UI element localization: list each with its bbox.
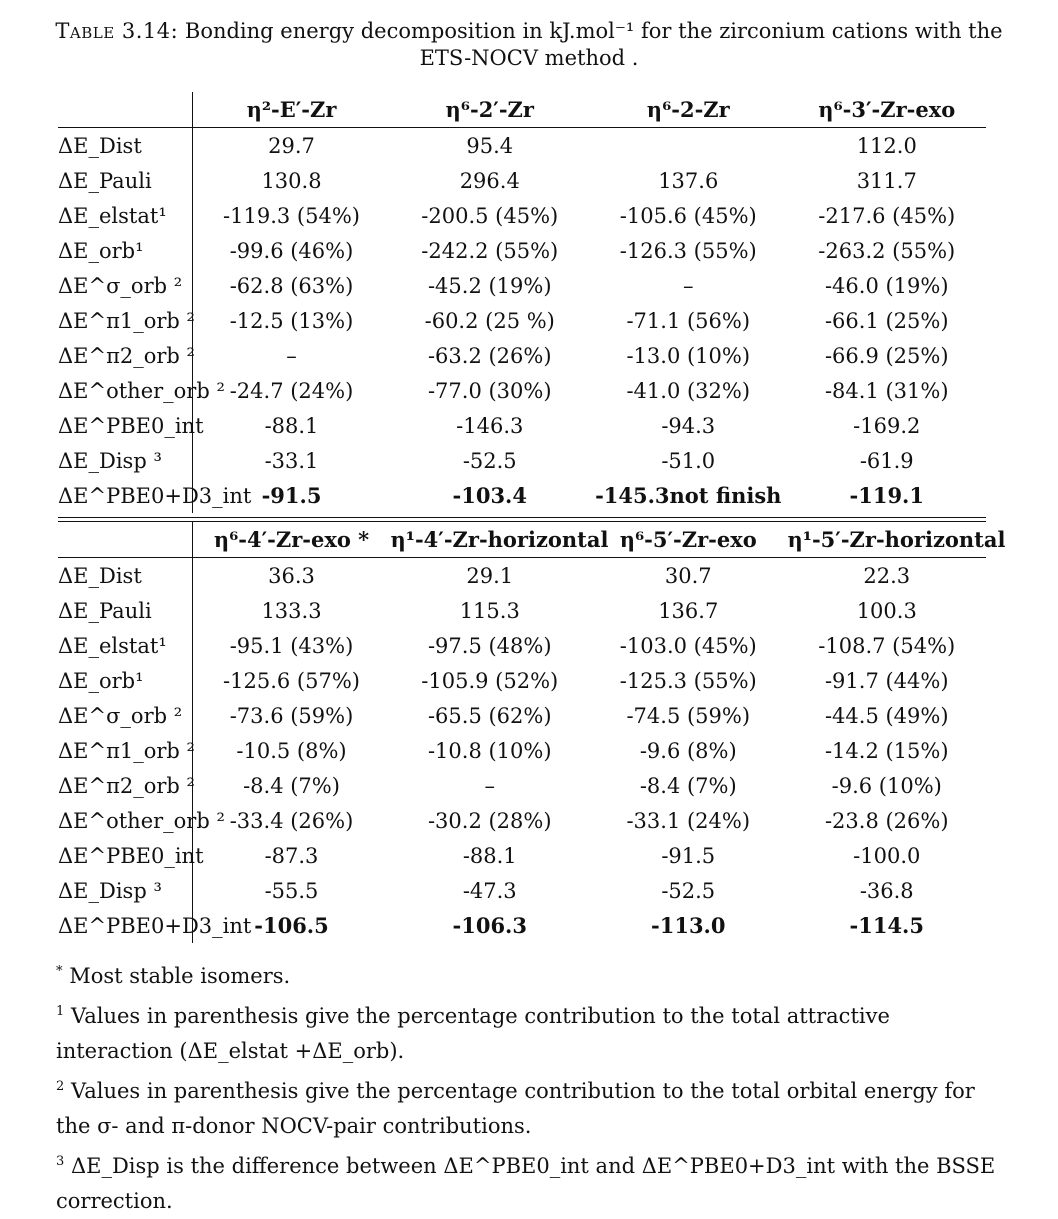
row-label: ΔE_Pauli bbox=[58, 163, 192, 198]
table-cell: 36.3 bbox=[268, 563, 315, 588]
table-cell: 29.7 bbox=[268, 133, 315, 158]
row-label: ΔE^other_orb ² bbox=[58, 803, 192, 838]
table-row bbox=[58, 268, 986, 303]
table-cell: -74.5 (59%) bbox=[626, 703, 751, 728]
table-header-row bbox=[58, 522, 986, 558]
table-row bbox=[58, 408, 986, 443]
footnote: $^2$ Values in parenthesis give the percentage contribution to the total orbital energy for the σ- and π-donor NOCV-pair contributions. bbox=[56, 1079, 975, 1138]
table-cell: -9.6 (8%) bbox=[639, 738, 737, 763]
table-cell: -169.2 bbox=[853, 413, 921, 438]
energy-table-upper bbox=[58, 92, 986, 513]
table-cell: 22.3 bbox=[863, 563, 911, 588]
table-cell: -66.9 (25%) bbox=[824, 343, 949, 368]
table-cell: 95.4 bbox=[466, 133, 514, 158]
table-cell: -88.1 bbox=[264, 413, 319, 438]
table-cell: -114.5 bbox=[849, 913, 924, 938]
table-cell: -63.2 (26%) bbox=[427, 343, 552, 368]
table-cell: -100.0 bbox=[853, 843, 921, 868]
table-header-row bbox=[58, 92, 986, 128]
table-cell: -146.3 bbox=[456, 413, 524, 438]
table-body bbox=[58, 558, 986, 944]
table-row bbox=[58, 558, 986, 594]
table-cell: – bbox=[484, 773, 495, 798]
table-cell: -119.3 (54%) bbox=[223, 203, 360, 228]
table-cell: -33.1 (24%) bbox=[626, 808, 751, 833]
table-cell: -30.2 (28%) bbox=[427, 808, 552, 833]
row-label: ΔE^π2_orb ² bbox=[58, 338, 192, 373]
table-cell: -71.1 (56%) bbox=[626, 308, 751, 333]
row-label: ΔE_elstat¹ bbox=[58, 628, 192, 663]
table-cell: -73.6 (59%) bbox=[229, 703, 354, 728]
table-cell: -106.5 bbox=[254, 913, 329, 938]
table-cell: -66.1 (25%) bbox=[824, 308, 949, 333]
table-cell: -44.5 (49%) bbox=[824, 703, 949, 728]
table-cell: -119.1 bbox=[849, 483, 924, 508]
table-row bbox=[58, 698, 986, 733]
footnote: $^3$ ΔE_Disp is the difference between ΔE^PBE0_int and ΔE^PBE0+D3_int with the BSSE correction. bbox=[56, 1154, 996, 1213]
table-cell: -24.7 (24%) bbox=[229, 378, 354, 403]
table-cell bbox=[589, 128, 788, 164]
table-row bbox=[58, 768, 986, 803]
row-label: ΔE_Disp ³ bbox=[58, 443, 192, 478]
table-cell: -91.5 bbox=[661, 843, 716, 868]
table-cell: -8.4 (7%) bbox=[639, 773, 737, 798]
table-cell: -97.5 (48%) bbox=[427, 633, 552, 658]
table-cell: -10.8 (10%) bbox=[427, 738, 552, 763]
table-cell: -126.3 (55%) bbox=[619, 238, 757, 263]
column-header: η⁶-4′-Zr-exo * bbox=[192, 522, 391, 558]
table-cell: -13.0 (10%) bbox=[626, 343, 751, 368]
header-corner bbox=[58, 522, 192, 558]
table-row bbox=[58, 163, 986, 198]
row-label: ΔE^PBE0_int bbox=[58, 408, 192, 443]
table-row bbox=[58, 873, 986, 908]
column-header: η⁶-5′-Zr-exo bbox=[589, 522, 788, 558]
table-cell: -23.8 (26%) bbox=[824, 808, 949, 833]
table-cell: -52.5 bbox=[661, 878, 716, 903]
table-cell: -61.9 bbox=[859, 448, 914, 473]
row-label: ΔE_orb¹ bbox=[58, 233, 192, 268]
row-label: ΔE^PBE0+D3_int bbox=[58, 478, 192, 513]
table-row bbox=[58, 373, 986, 408]
table-cell: 115.3 bbox=[459, 598, 520, 623]
column-header: η¹-5′-Zr-horizontal bbox=[788, 522, 987, 558]
table-cell: -103.0 (45%) bbox=[619, 633, 757, 658]
row-label: ΔE^σ_orb ² bbox=[58, 268, 192, 303]
table-footnotes bbox=[56, 954, 996, 1219]
table-cell: -84.1 (31%) bbox=[824, 378, 949, 403]
table-cell: -91.7 (44%) bbox=[824, 668, 949, 693]
table-cell: -8.4 (7%) bbox=[243, 773, 340, 798]
row-label: ΔE^other_orb ² bbox=[58, 373, 192, 408]
row-label: ΔE^π1_orb ² bbox=[58, 303, 192, 338]
table-cell: -14.2 (15%) bbox=[824, 738, 949, 763]
table-cell: -113.0 bbox=[651, 913, 726, 938]
table-row bbox=[58, 198, 986, 233]
table-cell: -55.5 bbox=[264, 878, 319, 903]
row-label: ΔE^σ_orb ² bbox=[58, 698, 192, 733]
table-cell: -87.3 bbox=[264, 843, 319, 868]
table-cell: -60.2 (25 %) bbox=[424, 308, 555, 333]
table-cell: -95.1 (43%) bbox=[229, 633, 354, 658]
table-row bbox=[58, 338, 986, 373]
caption-label: Table 3.14: bbox=[55, 19, 179, 43]
table-cell: -65.5 (62%) bbox=[427, 703, 552, 728]
table-cell: -125.6 (57%) bbox=[223, 668, 360, 693]
table-row bbox=[58, 838, 986, 873]
table-cell: 29.1 bbox=[466, 563, 514, 588]
table-cell: -47.3 bbox=[462, 878, 517, 903]
table-row bbox=[58, 478, 986, 513]
table-cell: -62.8 (63%) bbox=[229, 273, 354, 298]
table-cell: – bbox=[286, 343, 297, 368]
table-cell: -145.3not finish bbox=[595, 483, 782, 508]
table-cell: 30.7 bbox=[664, 563, 712, 588]
table-cell: -33.1 bbox=[264, 448, 319, 473]
table-cell: 296.4 bbox=[459, 168, 520, 193]
table-cell: -36.8 bbox=[859, 878, 914, 903]
table-cell: -52.5 bbox=[462, 448, 517, 473]
column-header: η¹-4′-Zr-horizontal bbox=[391, 522, 590, 558]
column-header: η⁶-2′-Zr bbox=[391, 92, 590, 128]
table-cell: -94.3 bbox=[661, 413, 716, 438]
table-cell: 100.3 bbox=[856, 598, 917, 623]
table-cell: -200.5 (45%) bbox=[421, 203, 559, 228]
column-header: η²-E′-Zr bbox=[192, 92, 391, 128]
row-label: ΔE_Disp ³ bbox=[58, 873, 192, 908]
table-cell: -91.5 bbox=[261, 483, 322, 508]
table-row bbox=[58, 908, 986, 943]
table-row bbox=[58, 233, 986, 268]
table-cell: 311.7 bbox=[856, 168, 917, 193]
table-cell: 130.8 bbox=[261, 168, 322, 193]
table-row bbox=[58, 628, 986, 663]
table-cell: -242.2 (55%) bbox=[421, 238, 559, 263]
row-label: ΔE^PBE0_int bbox=[58, 838, 192, 873]
row-label: ΔE_orb¹ bbox=[58, 663, 192, 698]
table-cell: 133.3 bbox=[261, 598, 322, 623]
table-cell: 137.6 bbox=[658, 168, 719, 193]
row-label: ΔE_Dist bbox=[58, 128, 192, 164]
row-label: ΔE_Pauli bbox=[58, 593, 192, 628]
energy-table-lower bbox=[58, 522, 1006, 943]
table-cell: -103.4 bbox=[452, 483, 527, 508]
table-cell: -105.9 (52%) bbox=[421, 668, 559, 693]
caption-text: Bonding energy decomposition in kJ.mol⁻¹ for the zirconium cations with the ETS-NOCV method . bbox=[184, 19, 1003, 70]
column-header: η⁶-3′-Zr-exo bbox=[788, 92, 987, 128]
table-cell: -46.0 (19%) bbox=[824, 273, 949, 298]
table-body bbox=[58, 128, 986, 514]
table-row bbox=[58, 128, 986, 164]
row-label: ΔE^PBE0+D3_int bbox=[58, 908, 192, 943]
table-cell: -263.2 (55%) bbox=[818, 238, 956, 263]
table-row bbox=[58, 803, 986, 838]
table-cell: 136.7 bbox=[658, 598, 719, 623]
table-cell: -108.7 (54%) bbox=[818, 633, 956, 658]
table-cell: -77.0 (30%) bbox=[427, 378, 552, 403]
table-cell: -33.4 (26%) bbox=[229, 808, 354, 833]
table-row bbox=[58, 443, 986, 478]
table-cell: -45.2 (19%) bbox=[427, 273, 552, 298]
footnote: * Most stable isomers. bbox=[56, 964, 291, 988]
table-cell: -106.3 bbox=[452, 913, 527, 938]
table-row bbox=[58, 663, 986, 698]
row-label: ΔE_elstat¹ bbox=[58, 198, 192, 233]
table-cell: 112.0 bbox=[856, 133, 917, 158]
table-cell: -88.1 bbox=[462, 843, 517, 868]
header-corner bbox=[58, 92, 192, 128]
column-header: η⁶-2-Zr bbox=[589, 92, 788, 128]
table-cell: -10.5 (8%) bbox=[236, 738, 347, 763]
table-row bbox=[58, 593, 986, 628]
table-cell: -51.0 bbox=[661, 448, 716, 473]
footnote: $^1$ Values in parenthesis give the percentage contribution to the total attractive interaction (ΔE_elstat +ΔE_orb). bbox=[56, 1004, 890, 1063]
table-caption bbox=[40, 18, 1018, 72]
table-cell: -125.3 (55%) bbox=[619, 668, 757, 693]
row-label: ΔE^π2_orb ² bbox=[58, 768, 192, 803]
table-divider bbox=[58, 517, 986, 518]
table-cell: -105.6 (45%) bbox=[619, 203, 757, 228]
row-label: ΔE^π1_orb ² bbox=[58, 733, 192, 768]
table-cell: -99.6 (46%) bbox=[229, 238, 354, 263]
table-row bbox=[58, 733, 986, 768]
table-cell: – bbox=[683, 273, 694, 298]
row-label: ΔE_Dist bbox=[58, 558, 192, 594]
table-row bbox=[58, 303, 986, 338]
table-cell: -217.6 (45%) bbox=[818, 203, 956, 228]
table-cell: -12.5 (13%) bbox=[229, 308, 354, 333]
table-cell: -41.0 (32%) bbox=[626, 378, 751, 403]
table-cell: -9.6 (10%) bbox=[831, 773, 942, 798]
